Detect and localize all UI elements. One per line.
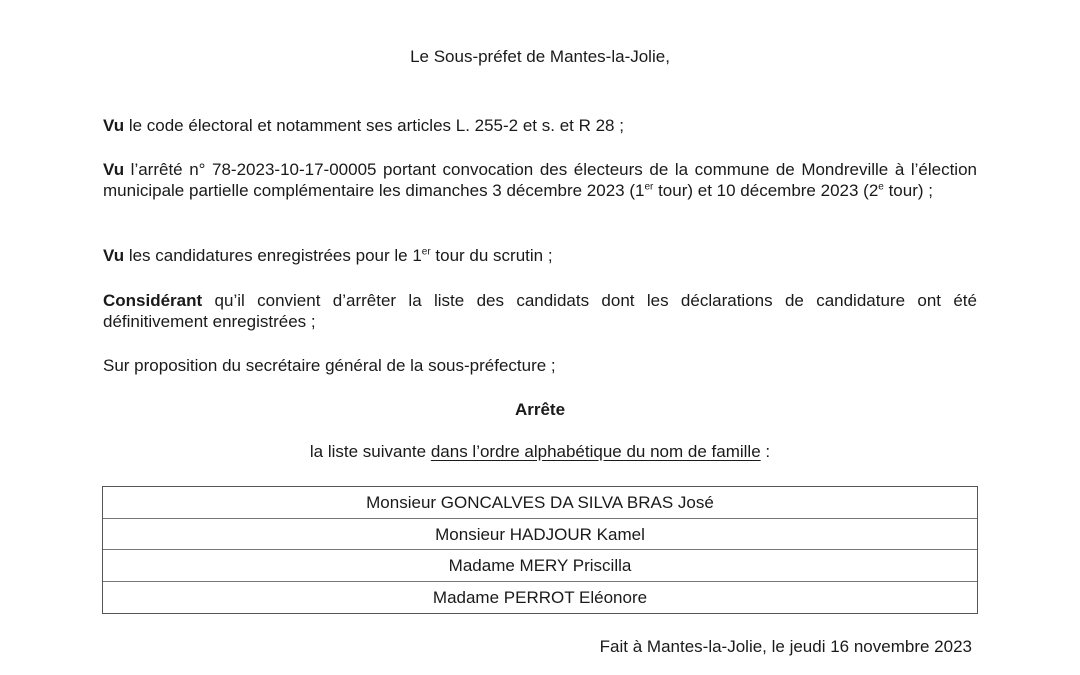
candidate-row: Monsieur HADJOUR Kamel xyxy=(103,519,977,551)
consideration-text: qu’il convient d’arrêter la liste des candidats dont les déclarations de candidature ont été définitivement enregistrées ; xyxy=(103,291,977,331)
ordinal-suffix: er xyxy=(421,246,431,258)
consideration-text: les candidatures enregistrées pour le 1 xyxy=(124,246,422,265)
decision-heading: Arrête xyxy=(514,400,566,419)
consideration-text: le code électoral et notamment ses articles L. 255-2 et s. et R 28 ; xyxy=(124,116,624,135)
consideration-text: l’arrêté n° 78-2023-10-17-00005 portant convocation des électeurs de la commune de Mondreville à l’élection municipale partielle complémentaire les dimanches 3 décembre 2023 (1 xyxy=(103,160,977,200)
ordinal-suffix: er xyxy=(644,181,654,193)
candidate-table xyxy=(102,486,978,614)
decision-intro-text: la liste suivante xyxy=(309,442,431,461)
consideration-proposal: Sur proposition du secrétaire général de la sous-préfecture ; xyxy=(103,356,556,375)
consideration-text: tour) et 10 décembre 2023 (2 xyxy=(653,181,879,200)
ordinal-suffix: e xyxy=(878,181,884,193)
consideration-text: tour du scrutin ; xyxy=(430,246,553,265)
consideration-registered-candidacies xyxy=(103,245,977,266)
candidate-row: Madame MERY Priscilla xyxy=(103,550,977,582)
consideration-lead: Vu xyxy=(103,116,125,135)
clipped-title-fragment xyxy=(530,0,700,4)
consideration-lead: Vu xyxy=(103,246,125,265)
consideration-convocation-order xyxy=(103,159,977,201)
decision-intro xyxy=(0,442,1080,462)
consideration-text: tour) ; xyxy=(883,181,933,200)
place-and-date: Fait à Mantes-la-Jolie, le jeudi 16 novembre 2023 xyxy=(599,637,972,656)
consideration-lead: Vu xyxy=(103,160,125,179)
consideration-electoral-code xyxy=(103,115,977,136)
decision-intro-underlined: dans l’ordre alphabétique du nom de famille xyxy=(430,442,761,461)
consideration-whereas xyxy=(103,290,977,332)
candidate-row: Monsieur GONCALVES DA SILVA BRAS José xyxy=(103,487,977,519)
decision-intro-text: : xyxy=(760,442,771,461)
issuing-authority: Le Sous-préfet de Mantes-la-Jolie, xyxy=(410,47,670,66)
consideration-lead: Considérant xyxy=(103,291,203,310)
candidate-row: Madame PERROT Eléonore xyxy=(432,587,648,607)
